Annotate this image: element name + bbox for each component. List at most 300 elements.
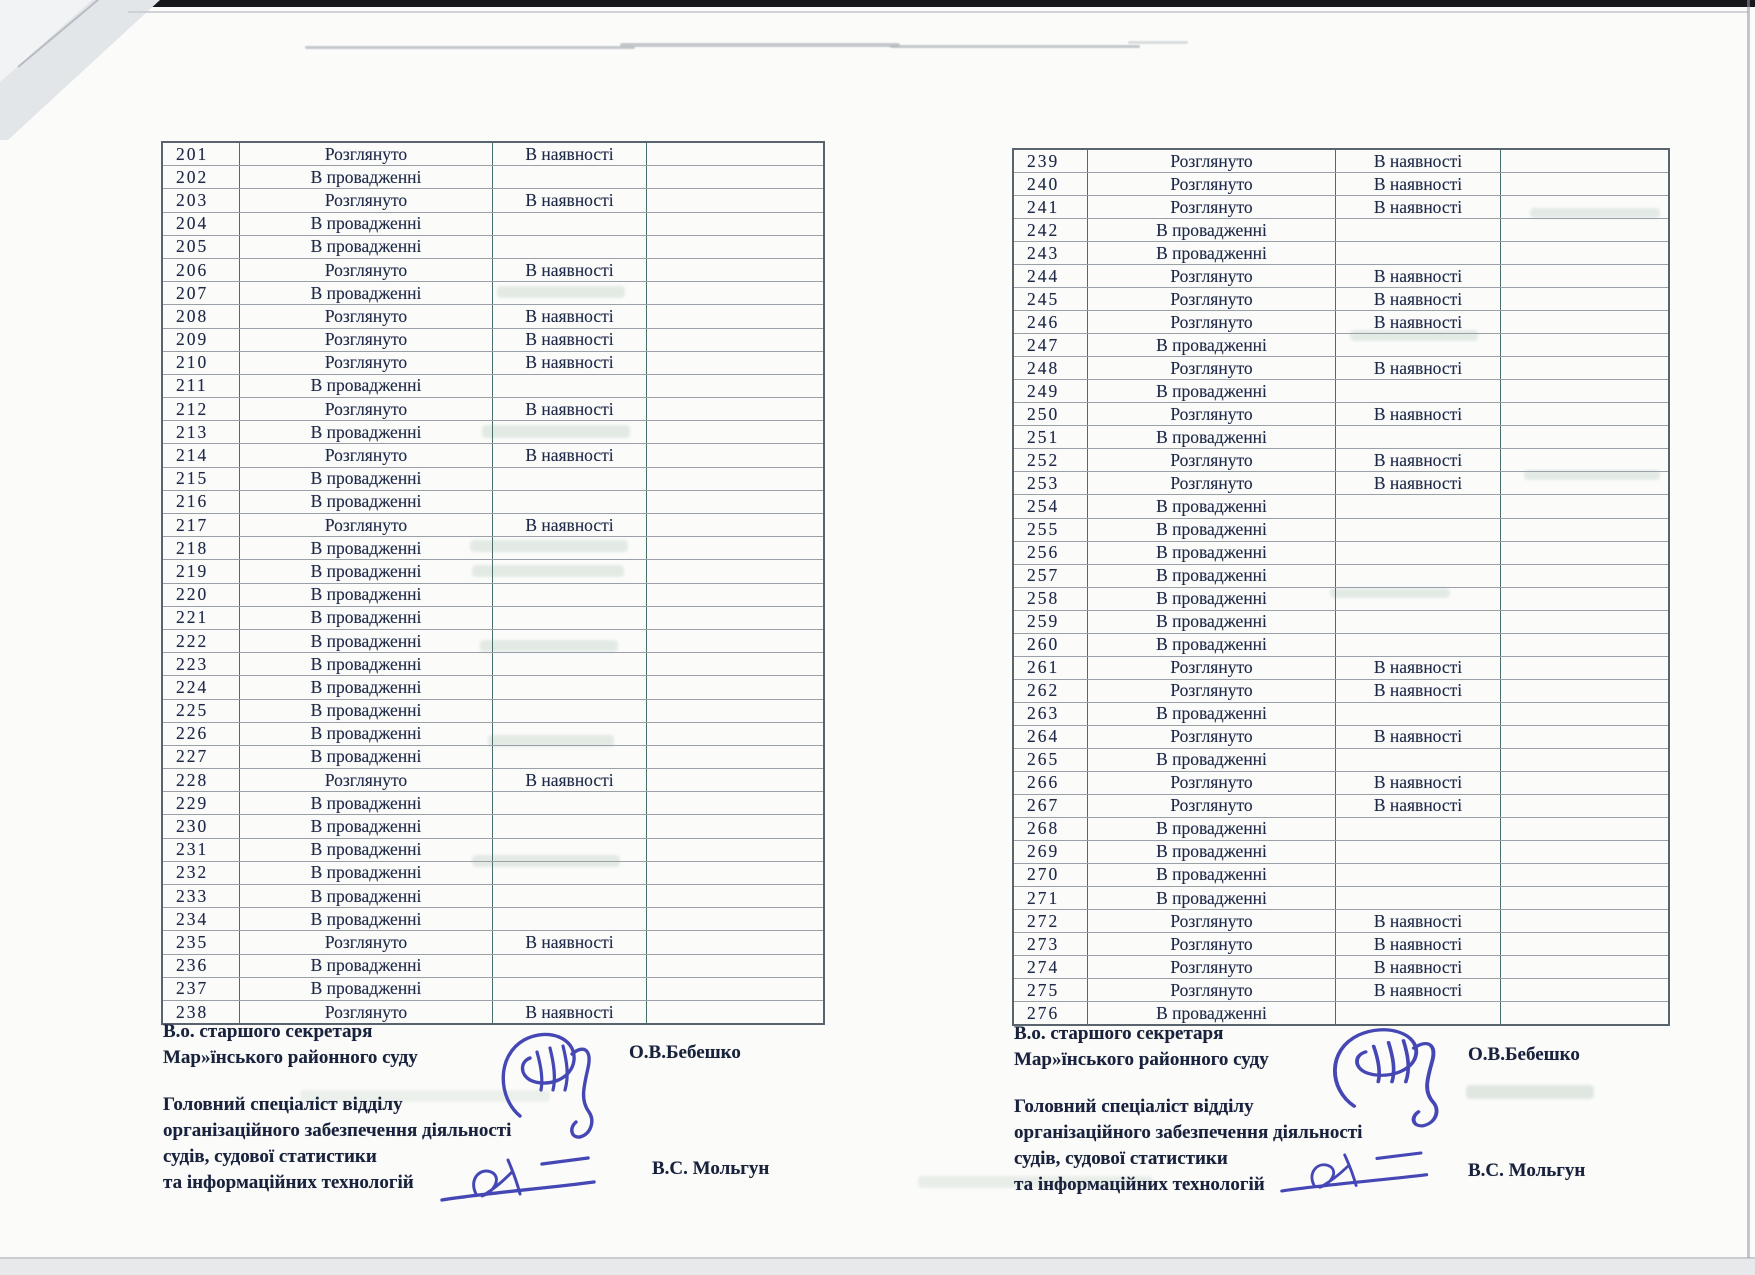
case-status-cell: В провадженні: [240, 468, 493, 490]
case-status-cell: В провадженні: [240, 421, 493, 443]
notes-cell: [647, 189, 823, 211]
case-status-cell: В провадженні: [1088, 242, 1336, 264]
table-row: [1014, 402, 1668, 425]
availability-cell: [1336, 495, 1501, 517]
role-line: організаційного забезпечення діяльності: [163, 1120, 512, 1141]
notes-cell: [1501, 910, 1668, 932]
case-number-cell: 234: [163, 908, 240, 930]
case-status-cell: В провадженні: [240, 908, 493, 930]
case-status-cell: В провадженні: [240, 560, 493, 582]
notes-cell: [647, 537, 823, 559]
case-status-cell: В провадженні: [240, 236, 493, 258]
case-number-cell: 216: [163, 491, 240, 513]
case-number-cell: 222: [163, 630, 240, 652]
case-status-cell: Розглянуто: [240, 305, 493, 327]
signer-name-bebeshko: О.В.Бебешко: [629, 1042, 741, 1063]
table-row: [163, 652, 823, 675]
table-row: [1014, 195, 1668, 218]
availability-cell: [493, 213, 647, 235]
notes-cell: [647, 978, 823, 1000]
availability-cell: [1336, 334, 1501, 356]
case-number-cell: 238: [163, 1001, 240, 1023]
notes-cell: [1501, 611, 1668, 633]
case-number-cell: 205: [163, 236, 240, 258]
case-status-cell: Розглянуто: [1088, 472, 1336, 494]
notes-cell: [1501, 726, 1668, 748]
table-row: [163, 838, 823, 861]
table-row: [1014, 863, 1668, 886]
notes-cell: [1501, 334, 1668, 356]
case-number-cell: 248: [1014, 357, 1088, 379]
notes-cell: [1501, 357, 1668, 379]
table-row: [163, 258, 823, 281]
availability-cell: [493, 166, 647, 188]
case-number-cell: 236: [163, 955, 240, 977]
notes-cell: [1501, 219, 1668, 241]
case-number-cell: 267: [1014, 795, 1088, 817]
table-row: [163, 675, 823, 698]
notes-cell: [647, 305, 823, 327]
case-number-cell: 207: [163, 282, 240, 304]
case-number-cell: 256: [1014, 542, 1088, 564]
availability-cell: [493, 955, 647, 977]
scan-smudge: [890, 45, 1140, 48]
availability-cell: В наявності: [1336, 357, 1501, 379]
notes-cell: [1501, 196, 1668, 218]
table-row: [1014, 494, 1668, 517]
case-status-cell: В провадженні: [240, 885, 493, 907]
notes-cell: [647, 1001, 823, 1023]
case-number-cell: 246: [1014, 311, 1088, 333]
role-line: судів, судової статистики: [163, 1146, 377, 1167]
case-number-cell: 225: [163, 700, 240, 722]
case-number-cell: 209: [163, 329, 240, 351]
notes-cell: [1501, 150, 1668, 172]
scan-artifact-top-bar: [55, 0, 1755, 7]
availability-cell: [493, 792, 647, 814]
case-number-cell: 226: [163, 723, 240, 745]
case-status-cell: Розглянуто: [240, 189, 493, 211]
availability-cell: В наявності: [1336, 403, 1501, 425]
availability-cell: [1336, 565, 1501, 587]
case-number-cell: 273: [1014, 933, 1088, 955]
availability-cell: [493, 978, 647, 1000]
notes-cell: [1501, 887, 1668, 909]
role-line: Мар»їнського районного суду: [163, 1047, 418, 1068]
table-row: [163, 699, 823, 722]
table-row: [1014, 840, 1668, 863]
availability-cell: [493, 815, 647, 837]
case-status-cell: Розглянуто: [1088, 680, 1336, 702]
availability-cell: [1336, 841, 1501, 863]
table-row: [1014, 817, 1668, 840]
case-number-cell: 254: [1014, 495, 1088, 517]
table-row: [163, 467, 823, 490]
case-status-cell: Розглянуто: [1088, 726, 1336, 748]
notes-cell: [1501, 703, 1668, 725]
notes-cell: [647, 514, 823, 536]
notes-cell: [647, 885, 823, 907]
case-number-cell: 219: [163, 560, 240, 582]
availability-cell: [493, 236, 647, 258]
case-number-cell: 201: [163, 143, 240, 165]
notes-cell: [647, 398, 823, 420]
table-row: [163, 536, 823, 559]
notes-cell: [1501, 841, 1668, 863]
case-status-cell: В провадженні: [240, 862, 493, 884]
availability-cell: [493, 676, 647, 698]
case-number-cell: 230: [163, 815, 240, 837]
notes-cell: [647, 491, 823, 513]
case-status-cell: В провадженні: [240, 537, 493, 559]
availability-cell: [1336, 242, 1501, 264]
case-status-cell: Розглянуто: [240, 444, 493, 466]
case-status-cell: В провадженні: [1088, 495, 1336, 517]
role-line: В.о. старшого секретаря: [1014, 1023, 1224, 1044]
table-row: [163, 954, 823, 977]
table-row: [163, 745, 823, 768]
table-row: [163, 791, 823, 814]
case-number-cell: 269: [1014, 841, 1088, 863]
availability-cell: В наявності: [1336, 472, 1501, 494]
page-bottom-edge: [0, 1257, 1755, 1275]
notes-cell: [647, 560, 823, 582]
case-number-cell: 233: [163, 885, 240, 907]
case-status-cell: Розглянуто: [1088, 265, 1336, 287]
availability-cell: В наявності: [493, 444, 647, 466]
case-status-cell: В провадженні: [240, 792, 493, 814]
table-row: [163, 212, 823, 235]
case-status-cell: В провадженні: [1088, 380, 1336, 402]
availability-cell: В наявності: [1336, 933, 1501, 955]
case-number-cell: 255: [1014, 519, 1088, 541]
table-row: [163, 513, 823, 536]
availability-cell: [493, 375, 647, 397]
table-row: [1014, 633, 1668, 656]
notes-cell: [1501, 657, 1668, 679]
table-row: [163, 143, 823, 165]
availability-cell: В наявності: [493, 259, 647, 281]
table-row: [1014, 264, 1668, 287]
availability-cell: [493, 468, 647, 490]
availability-cell: В наявності: [1336, 657, 1501, 679]
case-number-cell: 218: [163, 537, 240, 559]
table-row: [163, 583, 823, 606]
case-number-cell: 253: [1014, 472, 1088, 494]
availability-cell: В наявності: [493, 329, 647, 351]
table-row: [1014, 218, 1668, 241]
table-row: [1014, 379, 1668, 402]
notes-cell: [1501, 472, 1668, 494]
notes-cell: [647, 839, 823, 861]
notes-cell: [647, 468, 823, 490]
role-line: В.о. старшого секретаря: [163, 1021, 373, 1042]
notes-cell: [1501, 565, 1668, 587]
case-number-cell: 237: [163, 978, 240, 1000]
notes-cell: [647, 421, 823, 443]
case-number-cell: 257: [1014, 565, 1088, 587]
availability-cell: [1336, 219, 1501, 241]
table-row: [1014, 287, 1668, 310]
table-row: [163, 351, 823, 374]
table-row: [1014, 587, 1668, 610]
notes-cell: [647, 723, 823, 745]
table-row: [1014, 564, 1668, 587]
notes-cell: [647, 746, 823, 768]
table-row: [1014, 310, 1668, 333]
notes-cell: [647, 931, 823, 953]
availability-cell: [1336, 887, 1501, 909]
case-number-cell: 266: [1014, 772, 1088, 794]
notes-cell: [1501, 403, 1668, 425]
case-number-cell: 276: [1014, 1002, 1088, 1024]
case-number-cell: 259: [1014, 611, 1088, 633]
availability-cell: [493, 885, 647, 907]
case-number-cell: 229: [163, 792, 240, 814]
case-status-cell: Розглянуто: [1088, 956, 1336, 978]
case-status-cell: В провадженні: [240, 630, 493, 652]
case-number-cell: 250: [1014, 403, 1088, 425]
availability-cell: В наявності: [493, 398, 647, 420]
case-number-cell: 204: [163, 213, 240, 235]
table-row: [1014, 702, 1668, 725]
case-number-cell: 214: [163, 444, 240, 466]
case-status-cell: В провадженні: [240, 746, 493, 768]
notes-cell: [1501, 311, 1668, 333]
availability-cell: В наявності: [1336, 726, 1501, 748]
case-number-cell: 260: [1014, 634, 1088, 656]
notes-cell: [647, 282, 823, 304]
case-number-cell: 241: [1014, 196, 1088, 218]
notes-cell: [647, 700, 823, 722]
notes-cell: [647, 653, 823, 675]
availability-cell: В наявності: [1336, 311, 1501, 333]
table-row: [163, 188, 823, 211]
scan-smudge: [305, 46, 635, 49]
notes-cell: [647, 792, 823, 814]
table-row: [1014, 932, 1668, 955]
case-status-cell: В провадженні: [240, 375, 493, 397]
availability-cell: В наявності: [493, 189, 647, 211]
table-row: [1014, 541, 1668, 564]
notes-cell: [647, 607, 823, 629]
case-status-cell: В провадженні: [1088, 749, 1336, 771]
case-status-cell: Розглянуто: [1088, 311, 1336, 333]
case-status-cell: Розглянуто: [240, 398, 493, 420]
case-status-table-left: [161, 141, 825, 1025]
role-line: та інформаційних технологій: [163, 1172, 414, 1193]
case-status-cell: Розглянуто: [1088, 403, 1336, 425]
case-number-cell: 227: [163, 746, 240, 768]
table-row: [163, 814, 823, 837]
availability-cell: [1336, 611, 1501, 633]
page-right-edge-shadow: [1747, 0, 1750, 1258]
case-number-cell: 231: [163, 839, 240, 861]
availability-cell: В наявності: [1336, 979, 1501, 1001]
notes-cell: [1501, 519, 1668, 541]
notes-cell: [647, 769, 823, 791]
availability-cell: В наявності: [493, 143, 647, 165]
case-number-cell: 221: [163, 607, 240, 629]
notes-cell: [647, 352, 823, 374]
availability-cell: В наявності: [1336, 956, 1501, 978]
availability-cell: [1336, 380, 1501, 402]
case-status-cell: В провадженні: [1088, 588, 1336, 610]
availability-cell: [493, 282, 647, 304]
table-row: [163, 420, 823, 443]
notes-cell: [1501, 933, 1668, 955]
notes-cell: [1501, 449, 1668, 471]
case-number-cell: 215: [163, 468, 240, 490]
notes-cell: [1501, 288, 1668, 310]
availability-cell: [493, 908, 647, 930]
case-number-cell: 202: [163, 166, 240, 188]
availability-cell: [493, 421, 647, 443]
case-status-cell: В провадженні: [240, 653, 493, 675]
availability-cell: В наявності: [1336, 910, 1501, 932]
availability-cell: В наявності: [493, 1001, 647, 1023]
case-status-cell: В провадженні: [240, 282, 493, 304]
scan-smudge: [620, 43, 900, 47]
table-row: [163, 606, 823, 629]
notes-cell: [1501, 542, 1668, 564]
table-row: [163, 374, 823, 397]
table-row: [1014, 656, 1668, 679]
availability-cell: В наявності: [1336, 772, 1501, 794]
case-status-cell: Розглянуто: [1088, 196, 1336, 218]
availability-cell: [493, 723, 647, 745]
table-row: [1014, 978, 1668, 1001]
table-row: [163, 328, 823, 351]
case-status-cell: В провадженні: [240, 700, 493, 722]
availability-cell: [493, 560, 647, 582]
notes-cell: [647, 375, 823, 397]
table-row: [1014, 679, 1668, 702]
availability-cell: [493, 862, 647, 884]
table-row: [1014, 794, 1668, 817]
notes-cell: [1501, 795, 1668, 817]
case-number-cell: 264: [1014, 726, 1088, 748]
case-status-cell: В провадженні: [1088, 542, 1336, 564]
availability-cell: [1336, 426, 1501, 448]
case-number-cell: 251: [1014, 426, 1088, 448]
notes-cell: [1501, 864, 1668, 886]
availability-cell: [1336, 519, 1501, 541]
availability-cell: [1336, 864, 1501, 886]
case-number-cell: 274: [1014, 956, 1088, 978]
availability-cell: В наявності: [1336, 795, 1501, 817]
case-number-cell: 235: [163, 931, 240, 953]
case-status-cell: В провадженні: [1088, 426, 1336, 448]
case-number-cell: 242: [1014, 219, 1088, 241]
notes-cell: [1501, 818, 1668, 840]
notes-cell: [647, 213, 823, 235]
availability-cell: В наявності: [1336, 288, 1501, 310]
case-number-cell: 213: [163, 421, 240, 443]
notes-cell: [1501, 772, 1668, 794]
case-status-cell: Розглянуто: [1088, 657, 1336, 679]
signer-name-molgun: В.С. Мольгун: [1468, 1160, 1586, 1181]
role-line: Головний спеціаліст відділу: [1014, 1096, 1254, 1117]
case-status-cell: Розглянуто: [1088, 449, 1336, 471]
case-number-cell: 210: [163, 352, 240, 374]
table-row: [1014, 471, 1668, 494]
signature-molgun-ink: [438, 1148, 606, 1210]
table-row: [1014, 150, 1668, 172]
table-row: [1014, 886, 1668, 909]
case-number-cell: 232: [163, 862, 240, 884]
notes-cell: [1501, 634, 1668, 656]
table-row: [1014, 518, 1668, 541]
case-status-cell: В провадженні: [240, 723, 493, 745]
case-status-cell: Розглянуто: [1088, 357, 1336, 379]
case-status-cell: Розглянуто: [1088, 933, 1336, 955]
signature-molgun-ink: [1278, 1144, 1438, 1200]
case-status-cell: Розглянуто: [1088, 910, 1336, 932]
case-status-cell: В провадженні: [240, 166, 493, 188]
case-status-cell: Розглянуто: [1088, 795, 1336, 817]
notes-cell: [1501, 1002, 1668, 1024]
table-row: [1014, 748, 1668, 771]
table-row: [1014, 333, 1668, 356]
table-row: [1014, 241, 1668, 264]
case-status-cell: В провадженні: [1088, 519, 1336, 541]
case-number-cell: 211: [163, 375, 240, 397]
case-status-cell: В провадженні: [1088, 864, 1336, 886]
notes-cell: [1501, 495, 1668, 517]
case-number-cell: 239: [1014, 150, 1088, 172]
availability-cell: В наявності: [1336, 150, 1501, 172]
case-number-cell: 220: [163, 584, 240, 606]
role-line: судів, судової статистики: [1014, 1148, 1228, 1169]
table-row: [163, 559, 823, 582]
case-number-cell: 217: [163, 514, 240, 536]
case-number-cell: 249: [1014, 380, 1088, 402]
case-number-cell: 224: [163, 676, 240, 698]
notes-cell: [1501, 380, 1668, 402]
notes-cell: [1501, 242, 1668, 264]
case-status-cell: Розглянуто: [1088, 150, 1336, 172]
availability-cell: [1336, 703, 1501, 725]
case-number-cell: 247: [1014, 334, 1088, 356]
case-status-cell: В провадженні: [1088, 887, 1336, 909]
availability-cell: [1336, 818, 1501, 840]
availability-cell: [493, 746, 647, 768]
notes-cell: [647, 236, 823, 258]
case-status-cell: Розглянуто: [240, 769, 493, 791]
table-row: [163, 861, 823, 884]
table-row: [163, 397, 823, 420]
notes-cell: [647, 676, 823, 698]
table-row: [163, 977, 823, 1000]
role-line: Мар»їнського районного суду: [1014, 1049, 1269, 1070]
signature-bebeshko-ink: [492, 1024, 607, 1150]
case-status-cell: В провадженні: [240, 815, 493, 837]
notes-cell: [647, 815, 823, 837]
availability-cell: [1336, 749, 1501, 771]
case-status-cell: Розглянуто: [240, 143, 493, 165]
availability-cell: [1336, 588, 1501, 610]
availability-cell: В наявності: [493, 931, 647, 953]
case-number-cell: 244: [1014, 265, 1088, 287]
case-status-cell: В провадженні: [1088, 334, 1336, 356]
notes-cell: [647, 444, 823, 466]
case-status-cell: В провадженні: [1088, 565, 1336, 587]
notes-cell: [1501, 588, 1668, 610]
table-row: [163, 930, 823, 953]
case-status-cell: Розглянуто: [1088, 173, 1336, 195]
table-row: [1014, 172, 1668, 195]
